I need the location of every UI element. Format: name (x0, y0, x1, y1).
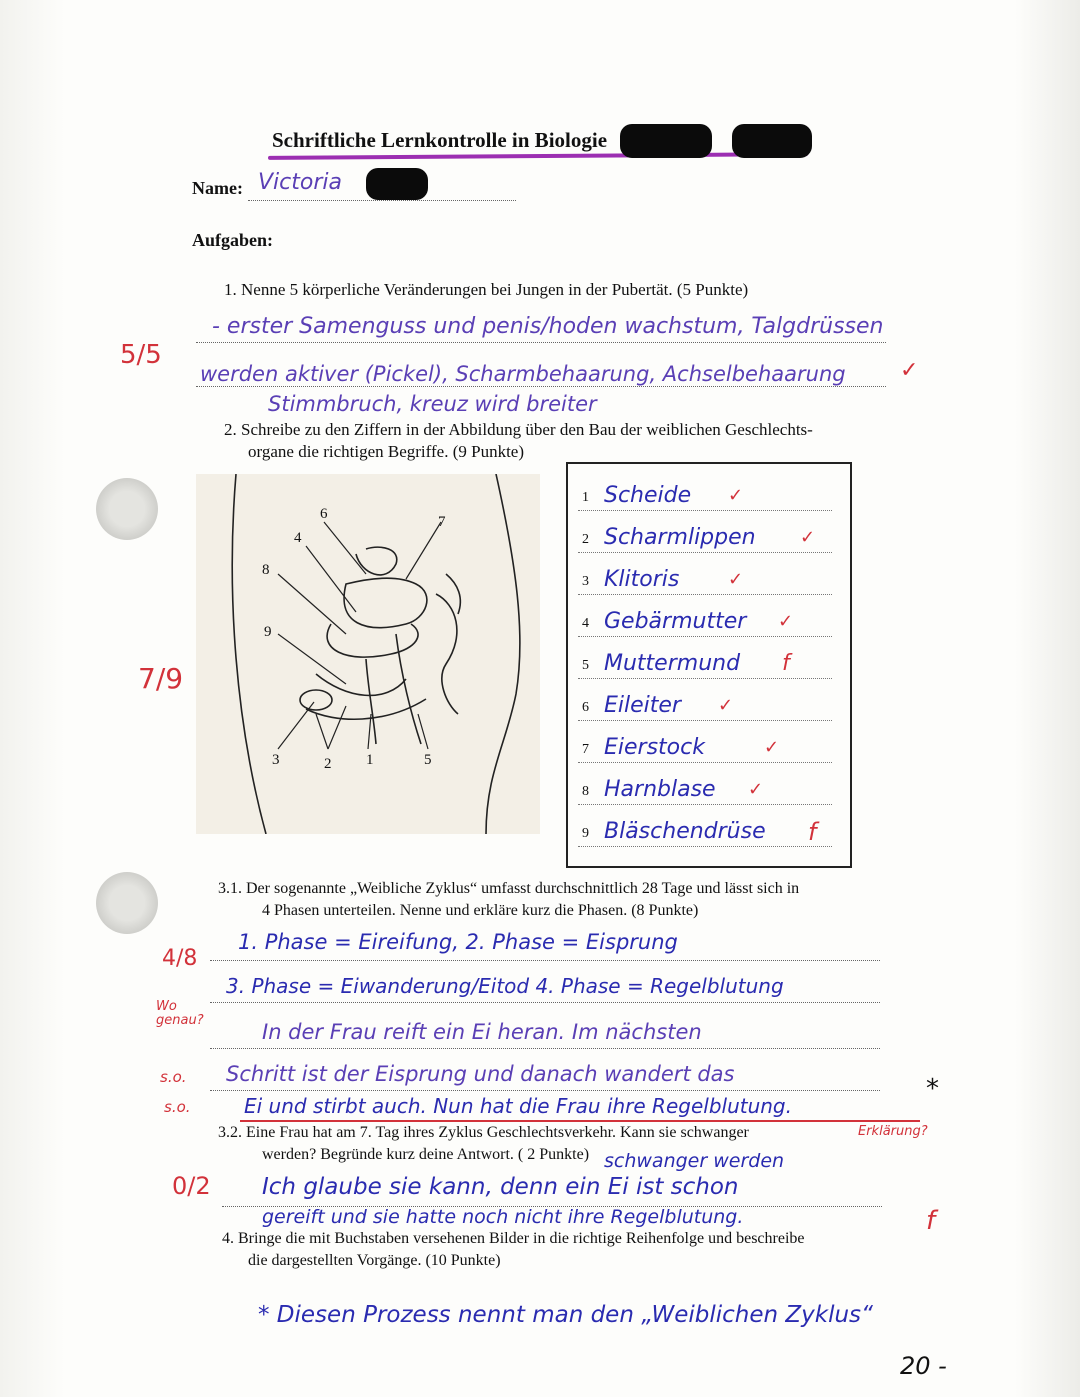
task2-question-line2: organe die richtigen Begriffe. (9 Punkte) (248, 442, 525, 461)
task1-answer-line3: Stimmbruch, kreuz wird breiter (268, 392, 597, 416)
check-mark: ✓ (900, 358, 919, 383)
task4-question-line1: 4. Bringe die mit Buchstaben versehenen Bilder in die richtige Reihenfolge und beschreibe (222, 1230, 805, 1247)
footnote: * Diesen Prozess nennt man den „Weiblichen Zyklus“ (258, 1302, 873, 1328)
side-note: Erklärung? (858, 1124, 928, 1139)
task31-answer-line4: Schritt ist der Eisprung und danach wandert das (226, 1062, 735, 1086)
task1-question: 1. Nenne 5 körperliche Veränderungen bei Jungen in der Pubertät. (5 Punkte) (224, 280, 749, 299)
diagram-label: 1 (366, 752, 374, 768)
task1-score: 5/5 (120, 340, 162, 370)
answer-text: Scheide (604, 483, 692, 508)
redacted-block (732, 124, 812, 158)
answer-mark: ✓ (728, 569, 744, 590)
task31-score: 4/8 (162, 946, 198, 971)
margin-note: s.o. (160, 1068, 187, 1086)
task2-question-line1: 2. Schreibe zu den Ziffern in der Abbildung über den Bau der weiblichen Geschlechts- (224, 420, 813, 439)
answer-line (210, 1048, 880, 1049)
diagram-label: 8 (262, 562, 270, 578)
task31-answer-line3: In der Frau reift ein Ei heran. Im nächsten (262, 1020, 702, 1044)
task32-question-line2: werden? Begründe kurz deine Antwort. ( 2 Punkte) (262, 1146, 590, 1163)
answer-text: Klitoris (604, 567, 680, 592)
answer-number: 3 (582, 574, 589, 589)
answer-number: 5 (582, 658, 589, 673)
task32-score: 0/2 (172, 1172, 211, 1200)
task32-question-line1: 3.2. Eine Frau hat am 7. Tag ihres Zyklus Geschlechtsverkehr. Kann sie schwanger (218, 1124, 749, 1141)
task31-answer-line2: 3. Phase = Eiwanderung/Eitod 4. Phase = Regelblutung (226, 974, 784, 998)
answer-row (578, 768, 832, 805)
asterisk-mark: * (926, 1074, 939, 1104)
task32-mark: f (926, 1206, 936, 1236)
task1-answer-line1: - erster Samenguss und penis/hoden wachstum, Talgdrüssen (212, 314, 884, 339)
answer-row (578, 684, 832, 721)
task31-question-line1: 3.1. Der sogenannte „Weibliche Zyklus“ umfasst durchschnittlich 28 Tage und lässt sich in (218, 880, 800, 897)
page-title: Schriftliche Lernkontrolle in Biologie (272, 128, 608, 152)
diagram-label: 9 (264, 624, 272, 640)
answer-text: Gebärmutter (604, 609, 747, 634)
diagram-label: 2 (324, 756, 332, 772)
answer-text: Scharmlippen (604, 525, 756, 550)
task2-score: 7/9 (138, 662, 184, 695)
answer-line (210, 960, 880, 961)
diagram-label: 4 (294, 530, 302, 546)
answer-mark: f (782, 651, 790, 676)
answer-box (566, 462, 852, 868)
diagram-label: 7 (438, 514, 446, 530)
answer-number: 8 (582, 784, 589, 799)
answer-line (196, 342, 886, 343)
anatomy-diagram (196, 474, 540, 834)
diagram-label: 3 (272, 752, 280, 768)
answer-number: 6 (582, 700, 589, 715)
answer-mark: ✓ (800, 527, 816, 548)
redacted-block (366, 168, 428, 200)
answer-row (578, 600, 832, 637)
answer-line (196, 386, 886, 387)
task32-insert: schwanger werden (604, 1150, 785, 1172)
tasks-label: Aufgaben: (192, 230, 274, 250)
name-line (248, 200, 516, 201)
answer-number: 2 (582, 532, 589, 547)
task1-answer-line2: werden aktiver (Pickel), Scharmbehaarung, Achselbehaarung (200, 362, 846, 386)
diagram-label: 6 (320, 506, 328, 522)
answer-mark: ✓ (778, 611, 794, 632)
answer-mark: ✓ (718, 695, 734, 716)
task31-question-line2: 4 Phasen unterteilen. Nenne und erkläre kurz die Phasen. (8 Punkte) (262, 902, 699, 919)
answer-row (578, 810, 832, 847)
task4-question-line2: die dargestellten Vorgänge. (10 Punkte) (248, 1252, 501, 1269)
answer-number: 4 (582, 616, 589, 631)
answer-text: Bläschendrüse (604, 819, 766, 844)
task32-answer-line1: Ich glaube sie kann, denn ein Ei ist schon (262, 1174, 739, 1200)
answer-mark: f (808, 818, 817, 846)
correction-underline (240, 1120, 920, 1122)
total-score: 20 - (900, 1352, 947, 1380)
answer-text: Eileiter (604, 693, 681, 718)
punch-hole-top (96, 478, 158, 540)
answer-mark: ✓ (748, 779, 764, 800)
answer-mark: ✓ (764, 737, 780, 758)
answer-row (578, 642, 832, 679)
name-value: Victoria (258, 170, 342, 195)
task31-answer-line5: Ei und stirbt auch. Nun hat die Frau ihre Regelblutung. (244, 1094, 792, 1118)
redacted-block (620, 124, 712, 158)
punch-hole-bottom (96, 872, 158, 934)
task31-answer-line1: 1. Phase = Eireifung, 2. Phase = Eisprung (238, 930, 678, 954)
answer-row (578, 474, 832, 511)
margin-note: s.o. (164, 1098, 191, 1116)
title-underline (268, 152, 808, 160)
answer-text: Muttermund (604, 651, 741, 676)
name-label: Name: (192, 178, 243, 198)
answer-text: Eierstock (604, 735, 705, 760)
diagram-label: 5 (424, 752, 432, 768)
task32-answer-line2: gereift und sie hatte noch nicht ihre Regelblutung. (262, 1206, 744, 1228)
answer-row (578, 516, 832, 553)
answer-number: 9 (582, 826, 589, 841)
answer-row (578, 558, 832, 595)
answer-mark: ✓ (728, 485, 744, 506)
margin-note: Wo genau? (156, 999, 204, 1028)
answer-line (210, 1090, 880, 1091)
answer-text: Harnblase (604, 777, 716, 802)
answer-number: 7 (582, 742, 589, 757)
answer-number: 1 (582, 490, 589, 505)
answer-row (578, 726, 832, 763)
anatomy-drawing (196, 474, 540, 834)
answer-line (210, 1002, 880, 1003)
